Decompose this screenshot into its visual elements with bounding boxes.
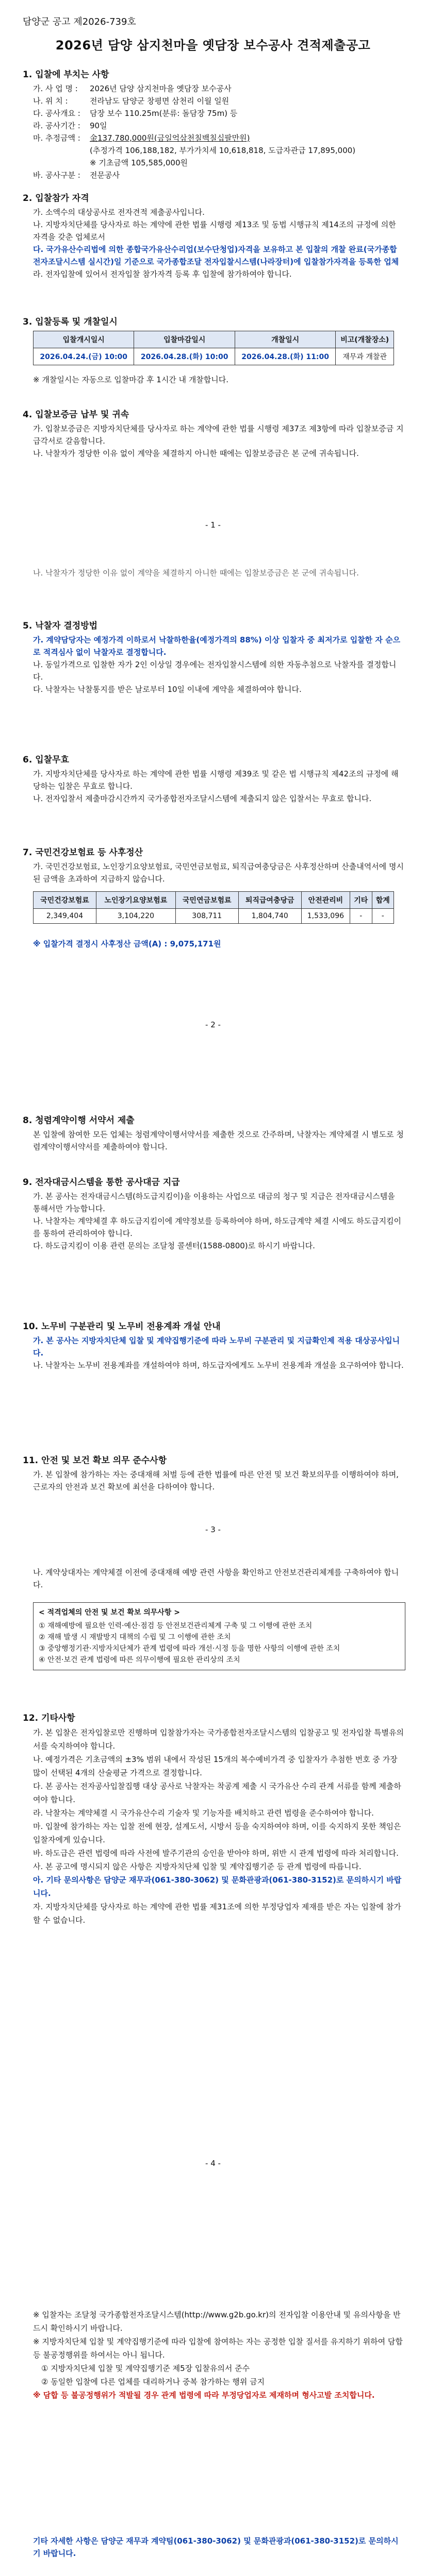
list-item: 나. 동일가격으로 입찰한 자가 2인 이상일 경우에는 전자입찰시스템에 의한 자동추첨으로 낙찰자를 결정합니다. bbox=[33, 660, 397, 682]
row: 가. 사 업 명 : 2026년 담양 삼지천마을 옛담장 보수공사 bbox=[33, 84, 232, 93]
list-item: 가. 계약담당자는 예정가격 이하로서 낙찰하한율(예정가격의 88%) 이상 입찰자 중 최저가로 입찰한 자 순으로 적격심사 없이 낙찰자로 결정합니다. bbox=[33, 635, 401, 657]
list-item: ※ 담합 등 불공정행위가 적발될 경우 관계 법령에 따라 부정당업자로 제재하며 형사고발 조치합니다. bbox=[33, 2391, 375, 2400]
list-item: 나. 낙찰자가 정당한 이유 없이 계약을 체결하지 아니한 때에는 입찰보증금은 본 군에 귀속됩니다. bbox=[33, 568, 359, 578]
contact-info: 기타 자세한 사항은 담양군 재무과 계약팀(061-380-3062) 및 문화관광과(061-380-3152)로 문의하시기 바랍니다. bbox=[33, 2536, 399, 2558]
table-header: 퇴직급여충당금 bbox=[238, 892, 301, 909]
section-7-title: 7. 국민건강보험료 등 사후정산 bbox=[23, 848, 143, 858]
section-11b-text: 나. 계약상대자는 계약체결 이전에 중대재해 예방 관련 사항을 확인하고 안전보건관리체계를 구축하여야 합니다. bbox=[33, 1568, 399, 1589]
list-item: ② 동일한 입찰에 다른 업체를 대리하거나 중복 참가하는 행위 금지 bbox=[41, 2377, 265, 2386]
section-4-title: 4. 입찰보증금 납부 및 귀속 bbox=[23, 410, 129, 420]
section-5-list bbox=[33, 634, 404, 696]
table-header: 노인장기요양보험료 bbox=[96, 892, 175, 909]
list-item: 라. 낙찰자는 계약체결 시 국가유산수리 기술자 및 기능자를 배치하고 관련 법령을 준수하여야 합니다. bbox=[33, 1808, 374, 1818]
list-item: 가. 소액수의 대상공사로 전자견적 제출공사입니다. bbox=[33, 208, 205, 217]
list-item: 바. 하도급은 관련 법령에 따라 사전에 발주기관의 승인을 받아야 하며, 위반 시 관계 법령에 따라 처리합니다. bbox=[33, 1849, 399, 1858]
list-item: ④ 안전·보건 관계 법령에 따른 의무이행에 필요한 관리상의 조치 bbox=[39, 1656, 240, 1664]
section-1-list bbox=[33, 82, 404, 181]
list-item: ③ 중앙행정기관·지방자치단체가 관계 법령에 따라 개선·시정 등을 명한 사항의 이행에 관한 조치 bbox=[39, 1645, 340, 1653]
list-item: ※ 지방자치단체 입찰 및 계약집행기준에 따라 입찰에 참여하는 자는 공정한 입찰 질서를 유지하기 위하여 담합 등 불공정행위를 하여서는 아니 됩니다. bbox=[33, 2337, 403, 2360]
section-10-title: 10. 노무비 구분관리 및 노무비 전용계좌 개설 안내 bbox=[23, 1321, 221, 1332]
list-item: 아. 기타 문의사항은 담양군 재무과(061-380-3062) 및 문화관광과(061-380-3152)로 문의하시기 바랍니다. bbox=[33, 1875, 402, 1898]
list-item: 자. 지방자치단체를 당사자로 하는 계약에 관한 법률 제31조에 의한 부정당업자 제재를 받은 자는 입찰에 참가할 수 없습니다. bbox=[33, 1902, 401, 1925]
table-cell: 3,104,220 bbox=[96, 909, 175, 924]
table-header: 비고(개찰장소) bbox=[336, 331, 394, 348]
section-4-continued bbox=[33, 567, 404, 579]
bid-schedule-table bbox=[33, 331, 394, 365]
table-row bbox=[34, 348, 394, 365]
list-item: 나. 낙찰자가 정당한 이유 없이 계약을 체결하지 아니한 때에는 입찰보증금은 본 군에 귀속됩니다. bbox=[33, 449, 359, 458]
table-header: 기타 bbox=[350, 892, 372, 909]
row: 나. 위 치 : 전라남도 담양군 창평면 삼천리 이월 일원 bbox=[33, 96, 230, 106]
list-item: 나. 지방자치단체를 당사자로 하는 계약에 관한 법률 시행령 제13조 및 동법 시행규칙 제14조의 규정에 의한 자격을 갖춘 업체로서 bbox=[33, 220, 396, 242]
list-item: 사. 본 공고에 명시되지 않은 사항은 지방자치단체 입찰 및 계약집행기준 등 관계 법령에 따릅니다. bbox=[33, 1862, 362, 1871]
list-item: 나. 전자입찰서 제출마감시간까지 국가종합전자조달시스템에 제출되지 않은 입찰서는 무효로 합니다. bbox=[33, 794, 372, 803]
section-12-title: 12. 기타사항 bbox=[23, 1713, 75, 1723]
section-2-list bbox=[33, 206, 404, 280]
table-header: 안전관리비 bbox=[301, 892, 350, 909]
insurance-table bbox=[33, 891, 394, 924]
section-1-title: 1. 입찰에 부치는 사항 bbox=[23, 70, 109, 80]
table-header-row bbox=[34, 331, 394, 348]
row: (추정가격 106,188,182, 부가가치세 10,618,818, 도급자관급 17,895,000) bbox=[90, 146, 356, 155]
page-number: - 4 - bbox=[205, 2159, 221, 2168]
table-cell: 1,804,740 bbox=[238, 909, 301, 924]
section-2-title: 2. 입찰참가 자격 bbox=[23, 193, 89, 204]
section-8-text: 본 입찰에 참여한 모든 업체는 청렴계약이행서약서를 제출한 것으로 간주하며, 낙찰자는 계약체결 시 별도로 청렴계약이행서약서를 제출하여야 합니다. bbox=[33, 1130, 404, 1151]
table-cell: 1,533,096 bbox=[301, 909, 350, 924]
section-3-note: ※ 개찰일시는 자동으로 입찰마감 후 1시간 내 개찰합니다. bbox=[33, 375, 229, 384]
table-header-row bbox=[34, 892, 394, 909]
section-7-text: 가. 국민건강보험료, 노인장기요양보험료, 국민연금보험료, 퇴직급여충당금은 사후정산하며 산출내역서에 명시된 금액을 초과하여 지급하지 않습니다. bbox=[33, 862, 404, 884]
list-item: 다. 본 공사는 전자공사입찰집행 대상 공사로 낙찰자는 착공계 제출 시 국가유산 수리 관계 서류를 함께 제출하여야 합니다. bbox=[33, 1782, 401, 1804]
safety-obligations-box bbox=[33, 1602, 405, 1670]
list-item: 다. 낙찰자는 낙찰통지를 받은 날로부터 10일 이내에 계약을 체결하여야 합니다. bbox=[33, 685, 302, 694]
table-header: 국민건강보험료 bbox=[34, 892, 96, 909]
page-number: - 3 - bbox=[205, 1525, 221, 1534]
section-4-list bbox=[33, 422, 404, 460]
table-cell: 308,711 bbox=[175, 909, 238, 924]
table-row bbox=[34, 909, 394, 924]
list-item: ① 재해예방에 필요한 인력·예산·점검 등 안전보건관리체계 구축 및 그 이행에 관한 조치 bbox=[39, 1622, 313, 1630]
list-item: ② 재해 발생 시 재발방지 대책의 수립 및 그 이행에 관한 조치 bbox=[39, 1633, 231, 1641]
page-number: - 1 - bbox=[205, 520, 221, 530]
table-header: 합계 bbox=[372, 892, 394, 909]
list-item: 가. 본 공사는 전자대금시스템(하도급지킴이)을 이용하는 사업으로 대금의 청구 및 지급은 전자대금시스템을 통해서만 가능합니다. bbox=[33, 1192, 395, 1213]
section-8-title: 8. 청렴계약이행 서약서 제출 bbox=[23, 1115, 135, 1126]
page-number: - 2 - bbox=[205, 1020, 221, 1029]
list-item: ① 지방자치단체 입찰 및 계약집행기준 제5장 입찰유의서 준수 bbox=[41, 2364, 250, 2373]
section-9-list bbox=[33, 1190, 404, 1252]
table-header: 개찰일시 bbox=[235, 331, 335, 348]
notice-list bbox=[33, 2308, 404, 2402]
list-item: 다. 하도급지킴이 이용 관련 문의는 조달청 콜센터(1588-0800)로 하시기 바랍니다. bbox=[33, 1241, 315, 1250]
table-cell: 2026.04.28.(화) 11:00 bbox=[235, 348, 335, 365]
table-header: 입찰마감일시 bbox=[134, 331, 235, 348]
row: 다. 공사개요 : 담장 보수 110.25m(분류: 돌담장 75m) 등 bbox=[33, 109, 238, 118]
section-6-title: 6. 입찰무효 bbox=[23, 755, 69, 765]
table-cell: 2026.04.24.(금) 10:00 bbox=[34, 348, 134, 365]
section-9-title: 9. 전자대금시스템을 통한 공사대금 지급 bbox=[23, 1177, 180, 1188]
list-item: 가. 본 공사는 지방자치단체 입찰 및 계약집행기준에 따라 노무비 구분관리 및 지급확인제 적용 대상공사입니다. bbox=[33, 1336, 400, 1358]
list-item: 라. 전자입찰에 있어서 전자입찰 참가자격 등록 후 입찰에 참가하여야 합니다. bbox=[33, 269, 292, 279]
list-item: ※ 입찰자는 조달청 국가종합전자조달시스템(http://www.g2b.go.kr)의 전자입찰 이용안내 및 유의사항을 반드시 확인하시기 바랍니다. bbox=[33, 2310, 401, 2333]
section-6-list bbox=[33, 768, 404, 805]
list-item: 다. 국가유산수리법에 의한 종합국가유산수리업(보수단청업)자격을 보유하고 본 입찰의 개찰 완료(국가종합전자조달시스템 실시간)일 기준으로 국가종합조달 전자입찰시스템(나라장터)에 입찰참가자격을 등록한 업체 bbox=[33, 245, 399, 266]
section-5-title: 5. 낙찰자 결정방법 bbox=[23, 621, 98, 631]
list-item: 나. 낙찰자는 계약체결 후 하도급지킴이에 계약정보를 등록하여야 하며, 하도급계약 체결 시에도 하도급지킴이를 통하여 관리하여야 합니다. bbox=[33, 1216, 402, 1238]
table-header: 입찰개시일시 bbox=[34, 331, 134, 348]
row: ※ 기초금액 105,585,000원 bbox=[90, 158, 188, 167]
section-10-list bbox=[33, 1334, 404, 1371]
row: 마. 추정금액 : 金137,780,000원(금일억삼천칠백칠십팔만원) bbox=[33, 133, 250, 143]
section-7-note: ※ 입찰가격 결정시 사후정산 금액(A) : 9,075,171원 bbox=[33, 939, 221, 948]
section-11-text: 가. 본 입찰에 참가하는 자는 중대재해 처벌 등에 관한 법률에 따른 안전 및 보건 확보의무를 이행하여야 하며, 근로자의 안전과 보건 확보에 최선을 다하여야 합니다. bbox=[33, 1470, 399, 1492]
section-3-title: 3. 입찰등록 및 개찰일시 bbox=[23, 317, 118, 327]
table-header: 국민연금보험료 bbox=[175, 892, 238, 909]
list-item: 나. 예정가격은 기초금액의 ±3% 범위 내에서 작성된 15개의 복수예비가격 중 입찰자가 추첨한 번호 중 가장 많이 선택된 4개의 산술평균 가격으로 결정합니다. bbox=[33, 1755, 398, 1777]
section-12-list bbox=[33, 1726, 404, 1927]
box-heading: < 적격업체의 안전 및 보건 확보 의무사항 > bbox=[39, 1608, 180, 1617]
list-item: 마. 입찰에 참가하는 자는 입찰 전에 현장, 설계도서, 시방서 등을 숙지하여야 하며, 이를 숙지하지 못한 책임은 입찰자에게 있습니다. bbox=[33, 1822, 401, 1844]
page-title: 2026년 담양 삼지천마을 옛담장 보수공사 견적제출공고 bbox=[55, 38, 371, 53]
list-item: 가. 본 입찰은 전자입찰로만 진행하며 입찰참가자는 국가종합전자조달시스템의 입찰공고 및 전자입찰 특별유의서를 숙지하여야 합니다. bbox=[33, 1728, 404, 1751]
document-number: 담양군 공고 제2026-739호 bbox=[23, 16, 136, 27]
table-cell: 재무과 개찰관 bbox=[336, 348, 394, 365]
table-cell: 2026.04.28.(화) 10:00 bbox=[134, 348, 235, 365]
list-item: 나. 낙찰자는 노무비 전용계좌를 개설하여야 하며, 하도급자에게도 노무비 전용계좌 개설을 요구하여야 합니다. bbox=[33, 1361, 404, 1370]
row: 바. 공사구분 : 전문공사 bbox=[33, 171, 120, 180]
list-item: 가. 입찰보증금은 지방자치단체를 당사자로 하는 계약에 관한 법률 시행령 제37조 제3항에 따라 입찰보증금 지급각서로 갈음합니다. bbox=[33, 424, 404, 446]
list-item: 가. 지방자치단체를 당사자로 하는 계약에 관한 법률 시행령 제39조 및 같은 법 시행규칙 제42조의 규정에 해당하는 입찰은 무효로 합니다. bbox=[33, 769, 399, 791]
section-11-title: 11. 안전 및 보건 확보 의무 준수사항 bbox=[23, 1455, 167, 1466]
table-cell: 2,349,404 bbox=[34, 909, 96, 924]
row: 라. 공사기간 : 90일 bbox=[33, 121, 107, 130]
table-cell: - bbox=[372, 909, 394, 924]
table-cell: - bbox=[350, 909, 372, 924]
